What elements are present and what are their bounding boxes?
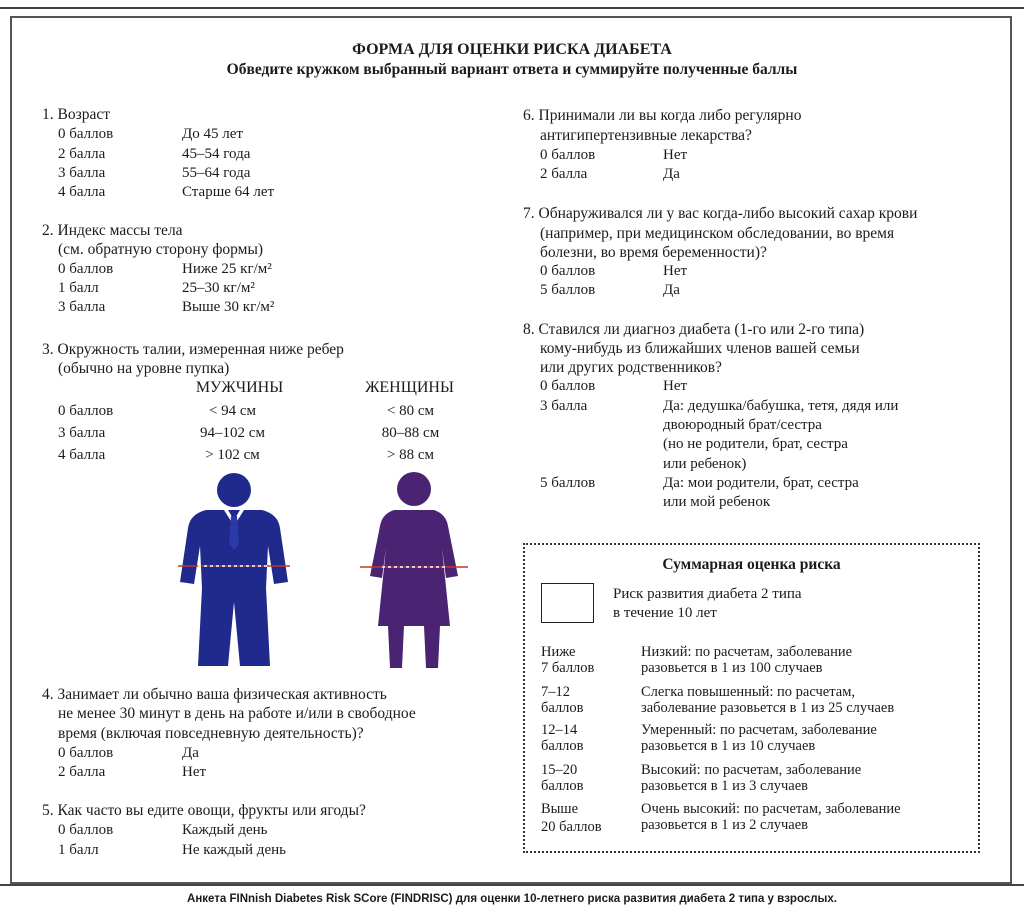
- option-answer[interactable]: 55–64 года: [182, 165, 251, 181]
- risk-range: баллов: [541, 700, 584, 716]
- risk-box-label: в течение 10 лет: [613, 605, 717, 621]
- risk-range: 7 баллов: [541, 660, 595, 676]
- man-figure: [170, 470, 300, 670]
- risk-box-label: Риск развития диабета 2 типа: [613, 586, 802, 602]
- women-label: ЖЕНЩИНЫ: [365, 379, 454, 396]
- option-answer[interactable]: Не каждый день: [182, 842, 286, 858]
- women-value[interactable]: < 80 см: [386, 403, 435, 419]
- summary-title: Суммарная оценка риска: [662, 556, 841, 573]
- men-label: МУЖЧИНЫ: [195, 379, 284, 396]
- men-value[interactable]: > 102 см: [205, 447, 260, 463]
- question-title: не менее 30 минут в день на работе и/или в свободное: [58, 705, 416, 722]
- option-answer[interactable]: Нет: [663, 378, 688, 394]
- risk-range: 12–14: [541, 722, 578, 738]
- total-score-box[interactable]: [541, 583, 594, 623]
- option-score[interactable]: 0 баллов: [540, 263, 596, 279]
- question-title: кому-нибудь из ближайших членов вашей семьи: [540, 340, 860, 357]
- top-border: [0, 0, 1024, 9]
- option-score[interactable]: 3 балла: [58, 165, 106, 181]
- footer-caption: Анкета FINnish Diabetes Risk SCore (FINDRISC) для оценки 10-летнего риска развития диабета 2 типа у взрослых.: [0, 884, 1024, 907]
- men-value[interactable]: < 94 см: [208, 403, 257, 419]
- option-score[interactable]: 2 балла: [540, 166, 588, 182]
- option-score[interactable]: 0 баллов: [58, 403, 114, 419]
- option-answer[interactable]: Нет: [663, 263, 688, 279]
- option-answer[interactable]: Да: дедушка/бабушка, тетя, дядя или: [663, 398, 899, 414]
- question-title: 1. Возраст: [42, 106, 110, 123]
- risk-description: разовьется в 1 из 100 случаев: [641, 660, 823, 676]
- option-score[interactable]: 1 балл: [58, 842, 99, 858]
- question-note: (см. обратную сторону формы): [58, 241, 264, 258]
- question-title: (например, при медицинском обследовании, во время: [540, 225, 895, 242]
- option-answer[interactable]: Ниже 25 кг/м²: [182, 261, 272, 277]
- form-title: ФОРМА ДЛЯ ОЦЕНКИ РИСКА ДИАБЕТА: [352, 41, 672, 58]
- risk-range: Ниже: [541, 644, 576, 660]
- question-title: 8. Ставился ли диагноз диабета (1-го или 2-го типа): [523, 321, 865, 338]
- risk-description: заболевание разовьется в 1 из 25 случаев: [641, 700, 895, 716]
- question-title: 7. Обнаруживался ли у вас когда-либо высокий сахар крови: [523, 205, 918, 222]
- option-answer[interactable]: Да: [663, 166, 680, 182]
- option-answer[interactable]: Каждый день: [182, 822, 268, 838]
- question-title: 3. Окружность талии, измеренная ниже ребер: [42, 341, 344, 358]
- risk-description: разовьется в 1 из 10 случаев: [641, 738, 816, 754]
- question-title: или других родственников?: [540, 359, 722, 376]
- form-subtitle: Обведите кружком выбранный вариант ответа и суммируйте полученные баллы: [226, 61, 798, 78]
- option-score[interactable]: 1 балл: [58, 280, 99, 296]
- risk-description: Высокий: по расчетам, заболевание: [641, 762, 862, 778]
- option-score[interactable]: 3 балла: [58, 299, 106, 315]
- option-answer[interactable]: 25–30 кг/м²: [182, 280, 255, 296]
- men-value[interactable]: 94–102 см: [200, 425, 265, 441]
- option-answer[interactable]: Да: [663, 282, 680, 298]
- question-title: болезни, во время беременности)?: [540, 244, 767, 261]
- option-score[interactable]: 0 баллов: [58, 126, 114, 142]
- question-title: время (включая повседневную деятельность)?: [58, 725, 364, 742]
- woman-figure: [354, 470, 474, 670]
- question-title: 5. Как часто вы едите овощи, фрукты или ягоды?: [42, 802, 366, 819]
- option-score[interactable]: 0 баллов: [58, 822, 114, 838]
- woman-dress: [370, 510, 458, 668]
- man-head: [217, 473, 251, 507]
- option-score[interactable]: 5 баллов: [540, 282, 596, 298]
- risk-range: Выше: [541, 801, 579, 817]
- risk-range: 7–12: [541, 684, 570, 700]
- option-score[interactable]: 4 балла: [58, 447, 106, 463]
- option-score[interactable]: 2 балла: [58, 146, 106, 162]
- option-answer[interactable]: двоюродный брат/сестра: [663, 417, 822, 433]
- risk-description: Очень высокий: по расчетам, заболевание: [641, 801, 901, 817]
- option-answer[interactable]: Да: мои родители, брат, сестра: [663, 475, 859, 491]
- question-title: антигипертензивные лекарства?: [540, 127, 752, 144]
- question-title: 6. Принимали ли вы когда либо регулярно: [523, 107, 802, 124]
- risk-description: Низкий: по расчетам, заболевание: [641, 644, 853, 660]
- option-answer[interactable]: Нет: [663, 147, 688, 163]
- option-answer[interactable]: Нет: [182, 764, 207, 780]
- risk-range: 20 баллов: [541, 819, 602, 835]
- women-value[interactable]: > 88 см: [386, 447, 435, 463]
- risk-range: баллов: [541, 738, 584, 754]
- option-score[interactable]: 2 балла: [58, 764, 106, 780]
- risk-description: Умеренный: по расчетам, заболевание: [641, 722, 877, 738]
- question-note: (обычно на уровне пупка): [58, 360, 230, 377]
- option-answer[interactable]: или мой ребенок: [663, 494, 771, 510]
- risk-range: баллов: [541, 778, 584, 794]
- option-answer[interactable]: (но не родители, брат, сестра: [663, 436, 848, 452]
- risk-description: Слегка повышенный: по расчетам,: [641, 684, 855, 700]
- option-score[interactable]: 3 балла: [540, 398, 588, 414]
- option-answer[interactable]: Да: [182, 745, 199, 761]
- option-score[interactable]: 0 баллов: [58, 745, 114, 761]
- question-title: 2. Индекс массы тела: [42, 222, 183, 239]
- risk-range: 15–20: [541, 762, 578, 778]
- option-score[interactable]: 0 баллов: [58, 261, 114, 277]
- option-answer[interactable]: 45–54 года: [182, 146, 251, 162]
- woman-head: [397, 472, 431, 506]
- option-answer[interactable]: или ребенок): [663, 456, 747, 472]
- option-answer[interactable]: До 45 лет: [182, 126, 243, 142]
- option-score[interactable]: 4 балла: [58, 184, 106, 200]
- question-title: 4. Занимает ли обычно ваша физическая активность: [42, 686, 387, 703]
- risk-description: разовьется в 1 из 2 случаев: [641, 817, 808, 833]
- option-score[interactable]: 3 балла: [58, 425, 106, 441]
- option-answer[interactable]: Старше 64 лет: [182, 184, 275, 200]
- option-score[interactable]: 0 баллов: [540, 378, 596, 394]
- women-value[interactable]: 80–88 см: [381, 425, 440, 441]
- option-score[interactable]: 5 баллов: [540, 475, 596, 491]
- risk-description: разовьется в 1 из 3 случаев: [641, 778, 808, 794]
- option-score[interactable]: 0 баллов: [540, 147, 596, 163]
- option-answer[interactable]: Выше 30 кг/м²: [182, 299, 275, 315]
